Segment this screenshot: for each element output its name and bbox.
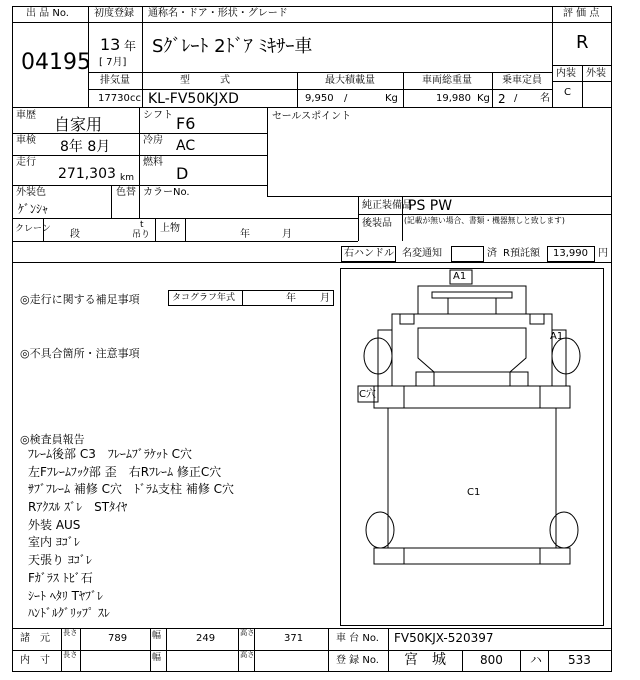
plate-class: 800 — [480, 653, 503, 667]
inspector-line: 天張り ﾖｺﾞﾚ — [28, 553, 92, 568]
after-note: (記載が無い場合、書類・機器無しと致します) — [404, 217, 565, 226]
equip-value: PS PW — [408, 198, 453, 214]
inspector-line: ﾌﾚｰﾑ後部 C3 ﾌﾚｰﾑﾌﾞﾗｹｯﾄ C穴 — [28, 447, 193, 461]
plate-area: 宮 城 — [404, 652, 446, 668]
upper-label: 上物 — [160, 223, 180, 234]
interior-label: 内装 — [556, 68, 576, 79]
rating-label: 評 価 点 — [563, 8, 600, 19]
inspect-label: 車検 — [16, 135, 36, 146]
tacho-month: 月 — [320, 293, 330, 304]
interior-value: C — [564, 87, 571, 98]
load-sep: / — [344, 93, 348, 104]
defect-notes-label: ◎不具合箇所・注意事項 — [20, 347, 140, 360]
cooler-label: 冷房 — [143, 135, 163, 146]
name-change-tail: 済 — [487, 248, 497, 259]
inner-height-label: 高さ — [240, 651, 255, 660]
inspector-line: Fｶﾞﾗｽ ﾄﾋﾞ石 — [28, 570, 93, 585]
gross-label: 車両総重量 — [422, 75, 472, 86]
cc-value: 17730 — [98, 93, 130, 104]
after-label: 後装品 — [362, 218, 392, 229]
color-change-label: 色替 — [116, 187, 136, 198]
capacity-label: 乗車定員 — [502, 75, 542, 86]
lot-label: 出 品 No. — [26, 8, 69, 19]
recycle-value: 13,990 — [553, 248, 588, 259]
cooler-value: AC — [176, 138, 196, 154]
lot-number: 04195 — [21, 50, 91, 75]
vehicle-name: Sｸﾞﾚｰﾄ 2ﾄﾞｱ ﾐｷｻｰ車 — [152, 36, 313, 57]
crane-tsuri: 吊り — [132, 230, 151, 240]
history-value: 自家用 — [54, 115, 103, 134]
driving-notes-label: ◎走行に関する補足事項 — [20, 293, 140, 306]
diagram-a1-side: A1 — [550, 331, 564, 342]
load-value: 9,950 — [305, 93, 334, 104]
inspector-line: 外装 AUS — [28, 517, 81, 532]
sales-point-label: セールスポイント — [272, 111, 352, 122]
fuel-label: 燃料 — [143, 157, 163, 168]
inspector-line: Rｱｸｽﾙ ｽﾞﾚ STﾀｲﾔ — [28, 500, 128, 515]
plate-number: 533 — [568, 653, 591, 667]
recycle-label: R預託額 — [503, 248, 540, 259]
model-label: 型 式 — [180, 75, 230, 86]
truck-outline-diagram — [340, 268, 604, 626]
inspector-line: 左Fﾌﾚｰﾑﾌｯｸ部 歪 右Rﾌﾚｰﾑ 修正C穴 — [28, 464, 222, 479]
crane-dan: 段 — [70, 229, 80, 240]
diagram-a1-top: A1 — [453, 271, 467, 282]
color-number-label: カラーNo. — [143, 187, 190, 198]
length-label: 長さ — [63, 629, 78, 638]
height-label: 高さ — [240, 629, 255, 638]
plate-label: 登 録 No. — [336, 655, 379, 666]
load-unit: Kg — [385, 93, 398, 104]
capacity-sep: / — [514, 93, 518, 104]
tacho-year: 年 — [286, 293, 296, 304]
inspector-line: ｻﾌﾞﾌﾚｰﾑ 補修 C穴 ﾄﾞﾗﾑ支柱 補修 C穴 — [28, 482, 235, 497]
inspector-lines — [28, 448, 234, 625]
exterior-label: 外装 — [586, 68, 606, 79]
inner-dim-label: 内 寸 — [20, 655, 50, 666]
name-change-label: 名変通知 — [402, 248, 442, 259]
first-reg-year: 13 — [100, 35, 121, 54]
gross-unit: Kg — [477, 93, 490, 104]
load-label: 最大積載量 — [325, 75, 375, 86]
tacho-label: タコグラフ年式 — [172, 293, 236, 303]
crane-label: クレーン — [15, 224, 51, 234]
fuel-value: D — [176, 164, 189, 183]
upper-year: 年 — [240, 229, 250, 240]
name-change-box — [451, 246, 484, 262]
shift-label: シフト — [143, 110, 173, 121]
upper-month: 月 — [282, 229, 292, 240]
mileage-value: 271,303 — [58, 166, 116, 182]
crane-t: t — [140, 220, 144, 230]
inner-width-label: 幅 — [152, 653, 162, 663]
right-handle-label: 右ハンドル — [344, 248, 394, 259]
first-reg-label: 初度登録 — [94, 8, 134, 19]
inspector-line: ｼｰﾄ ﾍﾀﾘ Tﾔﾌﾞﾚ — [28, 588, 103, 603]
plate-kana: ハ — [530, 653, 543, 667]
equip-label: 純正装備品 — [362, 200, 412, 211]
length-value: 789 — [108, 633, 128, 644]
shift-value: F6 — [176, 114, 196, 133]
width-label: 幅 — [152, 631, 162, 641]
first-reg-month: [ 7月] — [99, 57, 127, 68]
model-value: KL-FV50KJXD — [148, 91, 239, 107]
name-label: 通称名・ドア・形状・グレード — [148, 8, 288, 19]
spec-label: 諸 元 — [20, 633, 50, 644]
mileage-label: 走行 — [16, 157, 36, 168]
diagram-c-hole: C穴 — [359, 389, 376, 400]
inner-length-label: 長さ — [63, 651, 78, 660]
yen-label: 円 — [598, 248, 608, 259]
gross-value: 19,980 — [436, 93, 471, 104]
capacity-value: 2 — [498, 92, 506, 106]
rating-value: R — [576, 32, 589, 53]
inspector-line: 室内 ﾖｺﾞﾚ — [28, 535, 80, 550]
height-value: 371 — [284, 633, 304, 644]
chassis-value: FV50KJX-520397 — [394, 631, 494, 645]
mileage-unit: km — [120, 173, 134, 183]
color-value: ｹﾞﾝｼｬ — [18, 202, 49, 216]
year-unit: 年 — [124, 39, 137, 53]
cc-unit: cc — [130, 93, 141, 104]
width-value: 249 — [196, 633, 216, 644]
inspector-line: ﾊﾝﾄﾞﾙｸﾞﾘｯﾌﾟ ｽﾚ — [28, 606, 110, 621]
capacity-unit: 名 — [540, 93, 550, 104]
diagram-c1: C1 — [467, 487, 481, 498]
cc-label: 排気量 — [100, 75, 130, 86]
inspector-report-label: ◎検査員報告 — [20, 433, 85, 446]
color-label: 外装色 — [16, 187, 46, 198]
history-label: 車歴 — [16, 110, 36, 121]
chassis-label: 車 台 No. — [336, 633, 379, 644]
inspect-value: 8年 8月 — [60, 139, 111, 155]
